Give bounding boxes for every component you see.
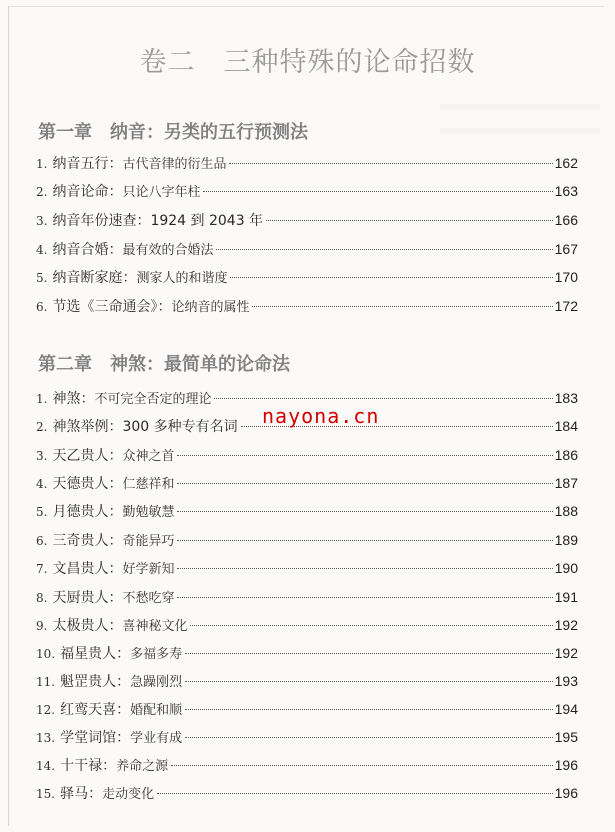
toc-entry-page: 192 [554,617,578,633]
dot-leader [177,568,552,569]
toc-entry[interactable] [36,181,578,201]
toc-entry-number: 1. [36,157,48,171]
toc-entry-subtitle: 仁慈祥和 [122,477,175,492]
dot-leader [185,737,553,738]
toc-entry-title: 福星贵人： [60,646,131,662]
toc-entry[interactable] [36,296,578,316]
dot-leader [177,455,552,456]
dot-leader [177,540,552,541]
dot-leader [185,681,553,682]
toc-entry-number: 6. [36,300,48,314]
dot-leader [177,483,552,484]
toc-entry[interactable] [36,473,578,493]
toc-entry-page: 194 [554,701,578,717]
toc-entry[interactable] [36,615,578,635]
toc-entry-number: 4. [36,243,48,257]
toc-entry-number: 4. [36,477,48,491]
toc-entry-page: 167 [554,241,578,257]
toc-entry-number: 2. [36,420,48,434]
toc-entry-page: 189 [554,532,578,548]
dot-leader [157,793,553,794]
toc-entry-title: 太极贵人： [52,618,123,634]
dot-leader [185,709,553,710]
toc-entry-subtitle: 勤勉敏慧 [122,505,175,520]
toc-entry-subtitle: 古代音律的衍生品 [122,157,227,172]
toc-entry-page: 187 [554,475,578,491]
toc-entry-title: 纳音断家庭： [52,270,137,286]
dot-leader [190,625,552,626]
chapter-1-title: 第一章 纳音：另类的五行预测法 [38,122,308,143]
toc-entry[interactable] [36,530,578,550]
toc-entry-subtitle: 多福多寿 [130,647,183,662]
toc-entry-title: 天乙贵人： [52,448,123,464]
dot-leader [177,511,552,512]
toc-entry-subtitle: 众神之首 [122,449,175,464]
toc-entry-number: 10. [36,647,56,661]
toc-entry-title: 红鸾天喜： [60,702,131,718]
toc-entry[interactable] [36,501,578,521]
dot-leader [203,191,552,192]
toc-entry-title: 十干禄： [60,758,117,774]
toc-entry-subtitle: 婚配和顺 [130,703,183,718]
toc-entry-number: 6. [36,534,48,548]
volume-title: 卷二 三种特殊的论命招数 [139,47,476,78]
toc-entry-page: 172 [554,298,578,314]
toc-entry-subtitle: 学业有成 [130,731,183,746]
toc-entry-number: 5. [36,271,48,285]
toc-entry-title: 魁罡贵人： [60,674,131,690]
toc-entry-title: 纳音五行： [52,156,123,172]
toc-entry-title: 神煞： [52,391,95,407]
toc-entry-title: 文昌贵人： [52,561,123,577]
toc-entry-number: 15. [36,787,56,801]
toc-entry-page: 196 [554,785,578,801]
toc-entry-subtitle: 奇能异巧 [122,534,175,549]
toc-entry[interactable] [36,755,578,775]
bleed-through-mark [440,104,600,110]
toc-entry-page: 166 [554,212,578,228]
toc-entry[interactable] [36,267,578,287]
toc-entry-title: 三奇贵人： [52,533,123,549]
toc-entry-number: 7. [36,562,48,576]
toc-entry-number: 1. [36,392,48,406]
toc-entry[interactable] [36,699,578,719]
dot-leader [185,653,553,654]
toc-entry-subtitle: 走动变化 [102,787,155,802]
toc-entry-page: 196 [554,757,578,773]
toc-entry-subtitle: 急躁刚烈 [130,675,183,690]
toc-entry-title: 纳音年份速查：1924 到 2043 年 [52,213,264,229]
toc-entry-page: 192 [554,645,578,661]
toc-entry-subtitle: 喜神秘文化 [122,619,188,634]
toc-entry-subtitle: 好学新知 [122,562,175,577]
toc-entry[interactable] [36,558,578,578]
toc-entry-page: 188 [554,503,578,519]
dot-leader [171,765,553,766]
toc-entry-page: 190 [554,560,578,576]
toc-entry[interactable] [36,587,578,607]
toc-entry-title: 学堂词馆： [60,730,131,746]
toc-entry-subtitle: 养命之源 [116,759,169,774]
toc-entry-page: 193 [554,673,578,689]
toc-entry-page: 183 [554,390,578,406]
toc-entry-number: 3. [36,449,48,463]
bleed-through-mark [440,128,600,134]
toc-entry[interactable] [36,153,578,173]
toc-entry[interactable] [36,643,578,663]
toc-entry[interactable] [36,783,578,803]
toc-entry-title: 神煞举例：300 多种专有名词 [52,419,238,435]
dot-leader [229,163,552,164]
toc-entry[interactable] [36,671,578,691]
dot-leader [177,597,552,598]
toc-entry-page: 186 [554,447,578,463]
toc-entry-number: 13. [36,731,56,745]
toc-entry-subtitle: 最有效的合婚法 [122,243,214,258]
toc-entry-number: 12. [36,703,56,717]
toc-entry-subtitle: 不可完全否定的理论 [94,392,212,407]
toc-entry-page: 195 [554,729,578,745]
toc-entry-subtitle: 论纳音的属性 [171,300,250,315]
dot-leader [252,306,552,307]
toc-entry-title: 纳音合婚： [52,242,123,258]
toc-entry[interactable] [36,445,578,465]
toc-entry-page: 191 [554,589,578,605]
toc-entry-subtitle: 只论八字年柱 [122,185,201,200]
toc-entry-number: 2. [36,185,48,199]
toc-entry-page: 170 [554,269,578,285]
toc-entry-title: 纳音论命： [52,184,123,200]
dot-leader [214,398,552,399]
chapter-2-title: 第二章 神煞：最简单的论命法 [38,354,290,375]
watermark-text: nayona.cn [262,404,380,428]
toc-entry[interactable] [36,239,578,259]
dot-leader [230,277,552,278]
dot-leader [216,249,552,250]
toc-entry-number: 9. [36,619,48,633]
dot-leader [266,220,553,221]
toc-entry-title: 天厨贵人： [52,590,123,606]
toc-entry-page: 184 [554,418,578,434]
toc-entry-number: 3. [36,214,48,228]
toc-entry[interactable] [36,727,578,747]
toc-entry-page: 163 [554,183,578,199]
toc-entry-number: 8. [36,591,48,605]
toc-entry[interactable] [36,210,578,230]
toc-entry-number: 11. [36,675,56,689]
toc-entry-page: 162 [554,155,578,171]
toc-entry-subtitle: 测家人的和谐度 [136,271,228,286]
toc-entry-number: 5. [36,505,48,519]
toc-entry-title: 驿马： [60,786,103,802]
toc-entry-title: 节选《三命通会》： [52,299,172,315]
toc-entry-subtitle: 不愁吃穿 [122,591,175,606]
toc-entry-number: 14. [36,759,56,773]
toc-entry-title: 月德贵人： [52,504,123,520]
toc-entry-title: 天德贵人： [52,476,123,492]
